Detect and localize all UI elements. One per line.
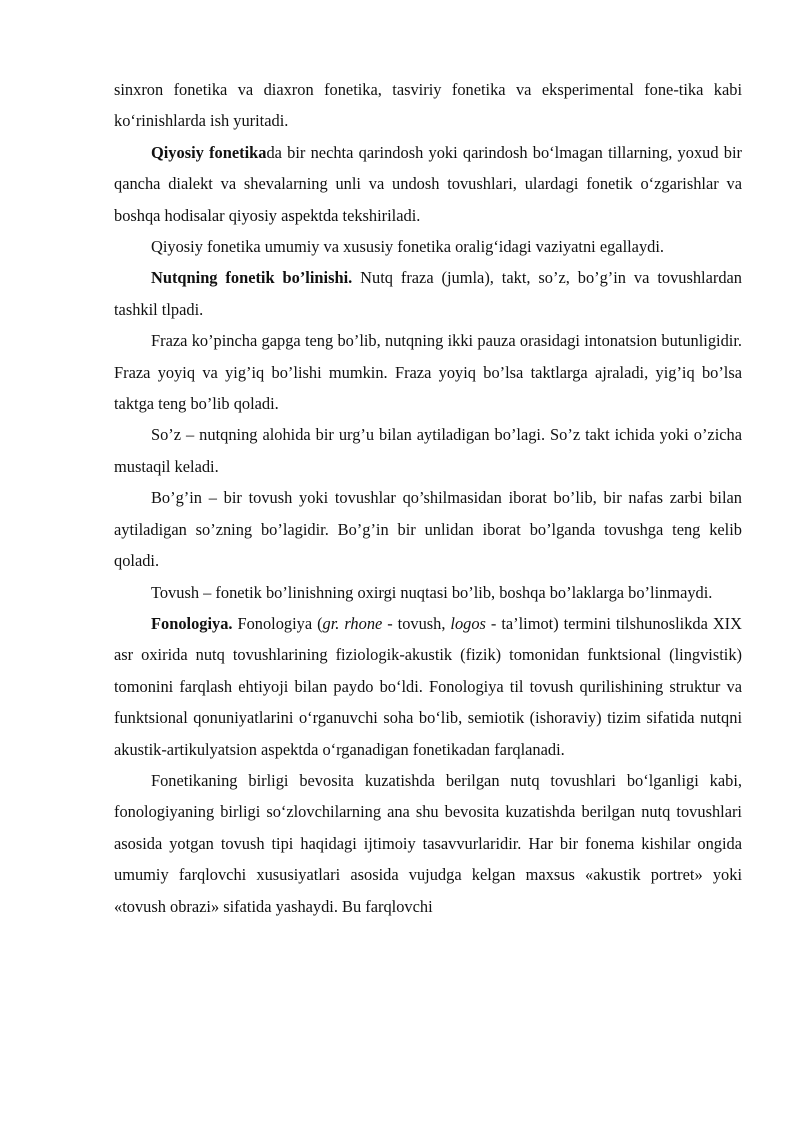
paragraph [114, 608, 742, 765]
paragraph [114, 325, 742, 419]
paragraph [114, 482, 742, 576]
paragraph [114, 262, 742, 325]
text-run: sinxron fonetika va diaxron fonetika, tasviriy fonetika va eksperimental fone-tika kabi ko‘rinishlarda ish yuritadi. [114, 80, 742, 131]
document-page [114, 74, 742, 922]
paragraph [114, 231, 742, 262]
paragraph [114, 577, 742, 608]
text-run: Qiyosiy fonetika umumiy va xususiy fonetika oralig‘idagi vaziyatni egallaydi. [151, 237, 664, 257]
paragraph [114, 419, 742, 482]
text-run: - tovush, [382, 613, 451, 633]
text-run: Fonetikaning birligi bevosita kuzatishda berilgan nutq tovushlari bo‘lganligi kabi, fonologiyaning birligi so‘zlovchilarning ana shu bevosita kuzatishda berilgan nutq tovushlari asosida yotgan tovush tipi haqidagi ijtimoiy tasavvurlaridir. Har bir fonema kishilar ongida umumiy farqlovchi xususiyatlari asosida vujudga kelgan maxsus «akustik portret» yoki «tovush obrazi» sifatida yashaydi. Bu farqlovchi [114, 770, 742, 916]
term-bold: Qiyosiy fonetika [151, 142, 267, 162]
text-run: Bo’g’in – bir tovush yoki tovushlar qo’shilmasidan iborat bo’lib, bir nafas zarbi bilan aytiladigan so’zning bo’lagidir. Bo’g’in bir unlidan iborat bo’lganda tovushga teng kelib qoladi. [114, 488, 742, 571]
text-run: - ta’limot) termini tilshunoslikda XIX asr oxirida nutq tovushlarining fiziologik-akustik (fizik) tomonidan funktsional (lingvistik) tomonini farqlash ehtiyoji bilan paydo bo‘ldi. Fonologiya til tovush qurilishining struktur va funktsional qonuniyatlarini o‘rganuvchi soha bo‘lib, semiotik (ishoraviy) tizim sifatida nutqni akustik-artikulyatsion aspektda o‘rganadigan fonetikadan farqlanadi. [114, 613, 742, 759]
section-heading-inline: Nutqning fonetik bo’linishi. [151, 268, 353, 288]
text-run: So’z – nutqning alohida bir urg’u bilan aytiladigan bo’lagi. So’z takt ichida yoki o’zicha mustaqil keladi. [114, 425, 742, 476]
section-heading-inline: Fonologiya. [151, 613, 233, 633]
paragraph [114, 74, 742, 137]
paragraph [114, 137, 742, 231]
text-run: Fonologiya ( [232, 613, 323, 633]
text-run: Fraza ko’pincha gapga teng bo’lib, nutqning ikki pauza orasidagi intonatsion butunligidir. Fraza yoyiq va yig’iq bo’lishi mumkin. Fraza yoyiq bo’lsa taktlarga ajraladi, yig’iq bo’lsa taktga teng bo’lib qoladi. [114, 331, 742, 414]
text-run: Tovush – fonetik bo’linishning oxirgi nuqtasi bo’lib, boshqa bo’laklarga bo’linmaydi. [151, 582, 713, 602]
term-italic: logos [450, 613, 486, 633]
paragraph [114, 765, 742, 922]
text-run: da bir nechta qarindosh yoki qarindosh bo‘lmagan tillarning, yoxud bir qancha dialekt va shevalarning unli va undosh tovushlari, ulardagi fonetik o‘zgarishlar va boshqa hodisalar qiyosiy aspektda tekshiriladi. [114, 142, 742, 225]
term-italic: gr. rhone [322, 613, 383, 633]
text-run: Nutq fraza (jumla), takt, so’z, bo’g’in va tovushlardan tashkil tlpadi. [114, 268, 742, 319]
